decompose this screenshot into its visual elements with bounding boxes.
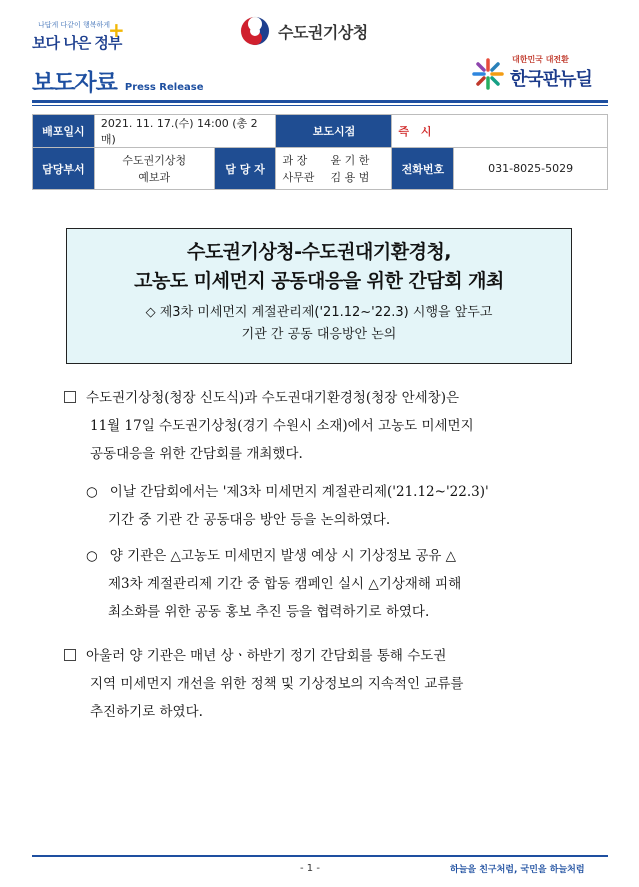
embargo-cell (392, 115, 608, 148)
square-bullet-icon (64, 649, 76, 661)
release-row (33, 115, 608, 148)
new-deal-sub: 대한민국 대전환 (512, 55, 569, 64)
release-info-table (32, 114, 608, 190)
phone-label: 전화번호 (392, 148, 454, 190)
footer-slogan: 하늘을 친구처럼, 국민을 하늘처럼 (450, 865, 585, 875)
paragraph-2 (64, 642, 564, 726)
gov-slogan-main: 보다 나은 정부 (32, 34, 122, 52)
b2-line2: 제3차 계절관리제 기간 중 합동 캠페인 실시 △기상재해 피해 (108, 576, 462, 592)
government-slogan-logo (32, 14, 125, 64)
header-divider-thick (32, 100, 608, 103)
footer-divider (32, 855, 608, 857)
contact-label: 담 당 자 (214, 148, 276, 190)
b2-line3: 최소화를 위한 공동 홍보 추진 등을 협력하기로 하였다. (108, 604, 430, 620)
headline-line2: 고농도 미세먼지 공동대응을 위한 간담회 개최 (134, 270, 504, 292)
p1-line1: 수도권기상청(청장 신도식)과 수도권대기환경청(청장 안세창)은 (86, 390, 460, 406)
contact-value (276, 148, 392, 190)
release-date-value: 2021. 11. 17.(수) 14:00 (총 2매) (94, 115, 276, 148)
contact-row (33, 148, 608, 190)
subheadline-line1: ◇ 제3차 미세먼지 계절관리제('21.12~'22.3) 시행을 앞두고 (145, 305, 493, 320)
plus-icon: + (108, 18, 125, 42)
p2-line2: 지역 미세먼지 개선을 위한 정책 및 기상정보의 지속적인 교류를 (90, 676, 464, 692)
paragraph-1 (64, 384, 564, 468)
korean-new-deal-logo (470, 52, 610, 96)
contact-role1: 과 장 (282, 153, 308, 167)
circle-bullet-icon: ○ (86, 484, 98, 500)
press-release-heading (32, 64, 203, 97)
press-release-ko: 보도자료 (32, 70, 117, 96)
agency-name: 수도권기상청 (278, 22, 368, 42)
b2-line1: 양 기관은 △고농도 미세먼지 발생 예상 시 기상정보 공유 △ (109, 548, 457, 564)
p2-line1: 아울러 양 기관은 매년 상ㆍ하반기 정기 간담회를 통해 수도권 (86, 648, 447, 664)
new-deal-main: 한국판뉴딜 (510, 69, 592, 90)
taeguk-icon (240, 16, 270, 46)
contact-role2: 사무관 (282, 170, 315, 184)
gov-slogan-small: 나답게 다같이 행복하게 (38, 21, 111, 29)
department-label: 담당부서 (33, 148, 95, 190)
contact-name2: 김 용 범 (330, 170, 370, 184)
b1-line1: 이날 간담회에서는 '제3차 미세먼지 계절관리제('21.12~'22.3)' (109, 484, 489, 500)
subheadline-line2: 기관 간 공동 대응방안 논의 (241, 327, 397, 342)
embargo-value: 즉 시 (398, 125, 436, 138)
headline-box (66, 228, 572, 364)
bullet-1 (86, 478, 586, 534)
b1-line2: 기간 중 기관 간 공동대응 방안 등을 논의하였다. (108, 512, 391, 528)
page-number: - 1 - (300, 863, 320, 874)
headline-line1: 수도권기상청-수도권대기환경청, (186, 241, 452, 263)
department-value (94, 148, 214, 190)
department-line1: 수도권기상청 (122, 153, 187, 167)
header-divider-thin (32, 105, 608, 106)
p2-line3: 추진하기로 하였다. (90, 704, 203, 720)
agency-logo (240, 14, 368, 48)
press-release-en: Press Release (124, 82, 204, 93)
circle-bullet-icon: ○ (86, 548, 98, 564)
department-line2: 예보과 (138, 170, 171, 184)
contact-name1: 윤 기 한 (330, 153, 370, 167)
release-date-label: 배포일시 (33, 115, 95, 148)
phone-value: 031-8025-5029 (454, 148, 608, 190)
bullet-2 (86, 542, 586, 626)
embargo-label: 보도시점 (276, 115, 392, 148)
p1-line3: 공동대응을 위한 간담회를 개최했다. (90, 446, 303, 462)
square-bullet-icon (64, 391, 76, 403)
p1-line2: 11월 17일 수도권기상청(경기 수원시 소재)에서 고농도 미세먼지 (90, 418, 474, 434)
new-deal-star-icon (470, 56, 506, 92)
